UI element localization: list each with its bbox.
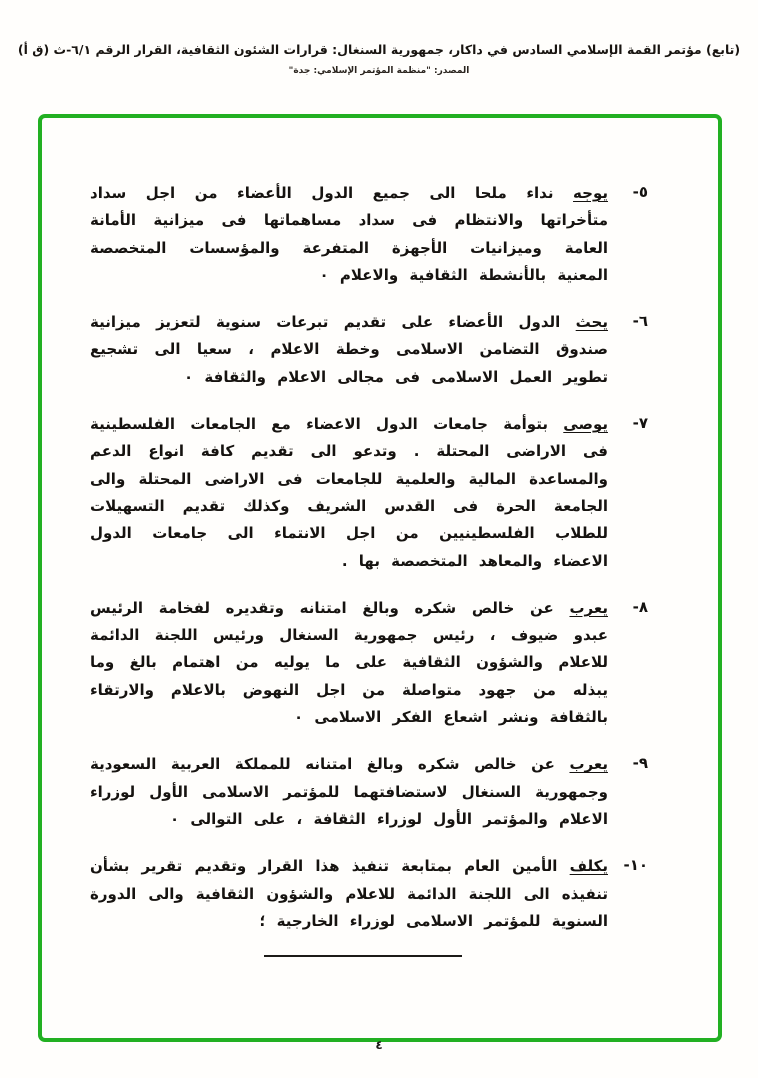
item-text <box>90 751 608 833</box>
item-number: ٨- <box>632 597 648 616</box>
item-lead: يحث <box>575 313 608 332</box>
source-line: المصدر: "منظمة المؤتمر الإسلامي: جدة" <box>288 66 470 76</box>
item-body: عن خالص شكره وبالغ امتنانه وتقديره لفخامة الرئيس عبدو ضيوف ، رئيس جمهورية السنغال ورئيس اللجنة الدائمة للاعلام والشؤون الثقافية على ما يوليه من اهتمام بالغ وما يبذله من جهود متواصلة من اجل النهوض بالاعلام والارتقاء بالثقافة ونشر اشعاع الفكر الاسلامى ٠ <box>90 598 608 727</box>
item-lead: يوصى <box>563 415 608 434</box>
list-item <box>90 751 648 833</box>
item-body: الدول الأعضاء على تقديم تبرعات سنوية لتعزيز ميزانية صندوق التضامن الاسلامى وخطة الاعلام ، سعيا الى تشجيع تطوير العمل الاسلامى فى مجالى الاعلام والثقافة ٠ <box>90 313 608 386</box>
footnote-separator <box>264 955 462 957</box>
item-number: ١٠- <box>623 856 648 875</box>
item-number: ٥- <box>632 183 648 201</box>
item-lead: يعرب <box>569 755 608 774</box>
item-number: ٦- <box>632 312 648 331</box>
item-text <box>90 180 608 289</box>
list-item <box>90 180 648 289</box>
list-item <box>90 853 648 935</box>
item-lead: يعرب <box>569 598 608 617</box>
resolution-frame <box>38 114 722 1042</box>
item-number: ٧- <box>632 414 648 433</box>
page-number: ٤ <box>375 1038 383 1052</box>
resolution-body <box>90 180 648 957</box>
item-text <box>90 411 608 575</box>
item-body: الأمين العام بمتابعة تنفيذ هذا القرار وتقديم تقرير بشأن تنفيذه الى اللجنة الدائمة للاعلام والشؤون الثقافية والى الدورة السنوية للمؤتمر الاسلامى لوزراء الخارجية ؛ <box>90 857 608 930</box>
citation-line: (تابع) مؤتمر القمة الإسلامي السادس في داكار، جمهورية السنغال: قرارات الشئون الثقافية، القرار الرقم ٦/١-ث (ق أ) <box>17 42 741 57</box>
item-lead: يكلف <box>569 857 608 876</box>
header-citation <box>0 42 758 76</box>
list-item <box>90 309 648 391</box>
item-lead: يوجه <box>573 184 608 202</box>
item-text <box>90 853 608 935</box>
item-text <box>90 595 608 731</box>
item-body: بتوأمة جامعات الدول الاعضاء مع الجامعات الفلسطينية فى الاراضى المحتلة . وتدعو الى تقديم كافة انواع الدعم والمساعدة المالية والعلمية للجامعات فى الاراضى المحتلة والى الجامعة الحرة فى القدس الشريف وكذلك تقديم التسهيلات للطلاب الفلسطينيين من اجل الانتماء الى جامعات الدول الاعضاء والمعاهد المتخصصة بها . <box>90 415 608 570</box>
item-body: نداء ملحا الى جميع الدول الأعضاء من اجل سداد متأخراتها والانتظام فى سداد مساهماتها فى ميزانية الأمانة العامة وميزانيات الأجهزة المتفرعة والمؤسسات المتخصصة المعنية بالأنشطة الثقافية والاعلام ٠ <box>90 184 608 284</box>
item-text <box>90 309 608 391</box>
list-item <box>90 595 648 731</box>
item-body: عن خالص شكره وبالغ امتنانه للمملكة العربية السعودية وجمهورية السنغال لاستضافتهما للمؤتمر الاسلامى الأول لوزراء الاعلام والمؤتمر الأول لوزراء الثقافة ، على التوالى ٠ <box>90 755 608 828</box>
item-number: ٩- <box>632 754 648 773</box>
list-item <box>90 411 648 575</box>
